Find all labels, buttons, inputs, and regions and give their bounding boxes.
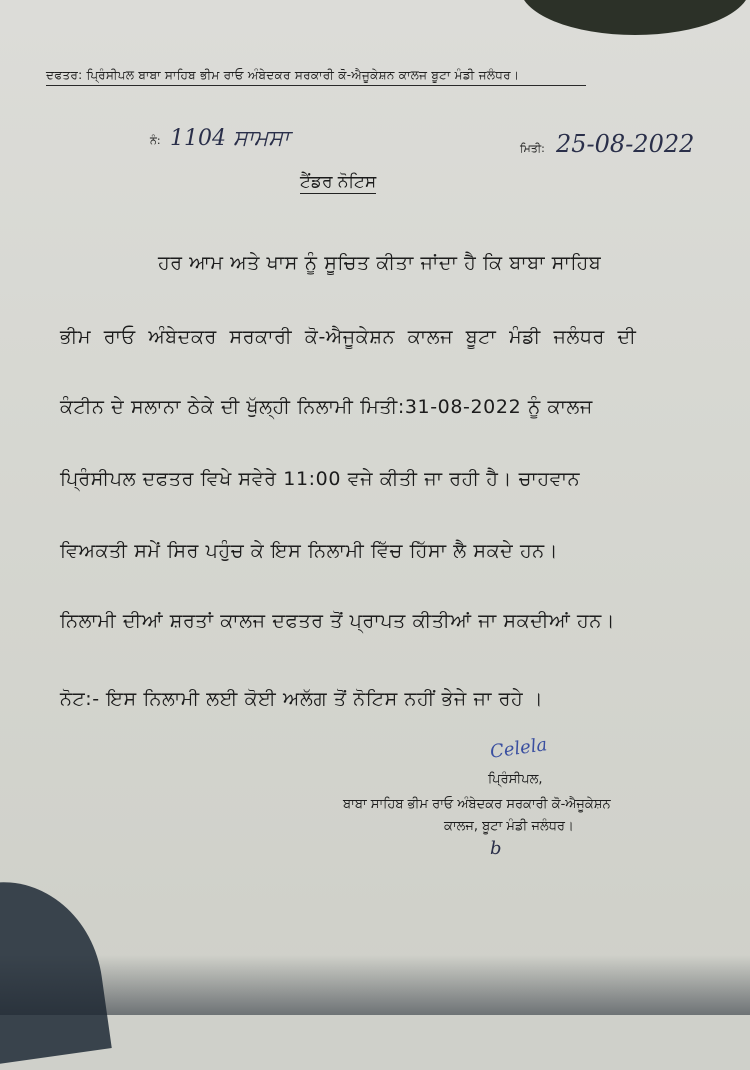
office-header: ਦਫਤਰ: ਪ੍ਰਿੰਸੀਪਲ ਬਾਬਾ ਸਾਹਿਬ ਭੀਮ ਰਾਓ ਅੰਬੇਦਕਰ ਸਰਕਾਰੀ ਕੋ-ਐਜੂਕੇਸ਼ਨ ਕਾਲਜ ਬੂਟਾ ਮੰਡੀ ਜਲੰਧਰ।: [46, 68, 586, 86]
handwritten-initial: b: [490, 838, 502, 859]
body-line-5: ਵਿਅਕਤੀ ਸਮੇਂ ਸਿਰ ਪਹੁੰਚ ਕੇ ਇਸ ਨਿਲਾਮੀ ਵਿੱਚ ਹਿੱਸਾ ਲੈ ਸਕਦੇ ਹਨ।: [60, 540, 559, 562]
reference-number-handwritten: 1104 ਸਾਮਸਾ: [170, 126, 290, 151]
signatory-college: ਬਾਬਾ ਸਾਹਿਬ ਭੀਮ ਰਾਓ ਅੰਬੇਦਕਰ ਸਰਕਾਰੀ ਕੋ-ਐਜੂਕੇਸ਼ਨ: [343, 797, 611, 812]
note-line: ਨੋਟ:- ਇਸ ਨਿਲਾਮੀ ਲਈ ਕੋਈ ਅਲੱਗ ਤੋਂ ਨੋਟਿਸ ਨਹੀਂ ਭੇਜੇ ਜਾ ਰਹੇ ।: [60, 688, 544, 710]
date-handwritten: 25-08-2022: [556, 130, 695, 158]
reference-label: ਨੰ:: [150, 134, 161, 147]
date-label: ਮਿਤੀ:: [520, 142, 545, 155]
body-line-2: ਭੀਮ ਰਾਓ ਅੰਬੇਦਕਰ ਸਰਕਾਰੀ ਕੋ-ਐਜੂਕੇਸ਼ਨ ਕਾਲਜ ਬੂਟਾ ਮੰਡੀ ਜਲੰਧਰ ਦੀ: [60, 326, 637, 348]
signatory-title: ਪ੍ਰਿੰਸੀਪਲ,: [488, 772, 543, 787]
body-line-6: ਨਿਲਾਮੀ ਦੀਆਂ ਸ਼ਰਤਾਂ ਕਾਲਜ ਦਫਤਰ ਤੋਂ ਪ੍ਰਾਪਤ ਕੀਤੀਆਂ ਜਾ ਸਕਦੀਆਂ ਹਨ।: [60, 610, 616, 632]
notice-title: ਟੈਂਡਰ ਨੋਟਿਸ: [300, 172, 377, 192]
principal-signature: Celela: [488, 734, 549, 763]
body-line-4: ਪ੍ਰਿੰਸੀਪਲ ਦਫਤਰ ਵਿਖੇ ਸਵੇਰੇ 11:00 ਵਜੇ ਕੀਤੀ ਜਾ ਰਹੀ ਹੈ। ਚਾਹਵਾਨ: [60, 468, 581, 490]
body-line-1: ਹਰ ਆਮ ਅਤੇ ਖਾਸ ਨੂੰ ਸੂਚਿਤ ਕੀਤਾ ਜਾਂਦਾ ਹੈ ਕਿ ਬਾਬਾ ਸਾਹਿਬ: [158, 252, 602, 274]
body-line-3: ਕੰਟੀਨ ਦੇ ਸਲਾਨਾ ਠੇਕੇ ਦੀ ਖੁੱਲ੍ਹੀ ਨਿਲਾਮੀ ਮਿਤੀ:31-08-2022 ਨੂੰ ਕਾਲਜ: [60, 396, 593, 418]
shadow-bottom: [0, 955, 750, 1015]
dark-object-top: [520, 0, 750, 35]
signatory-place: ਕਾਲਜ, ਬੂਟਾ ਮੰਡੀ ਜਲੰਧਰ।: [444, 819, 574, 834]
